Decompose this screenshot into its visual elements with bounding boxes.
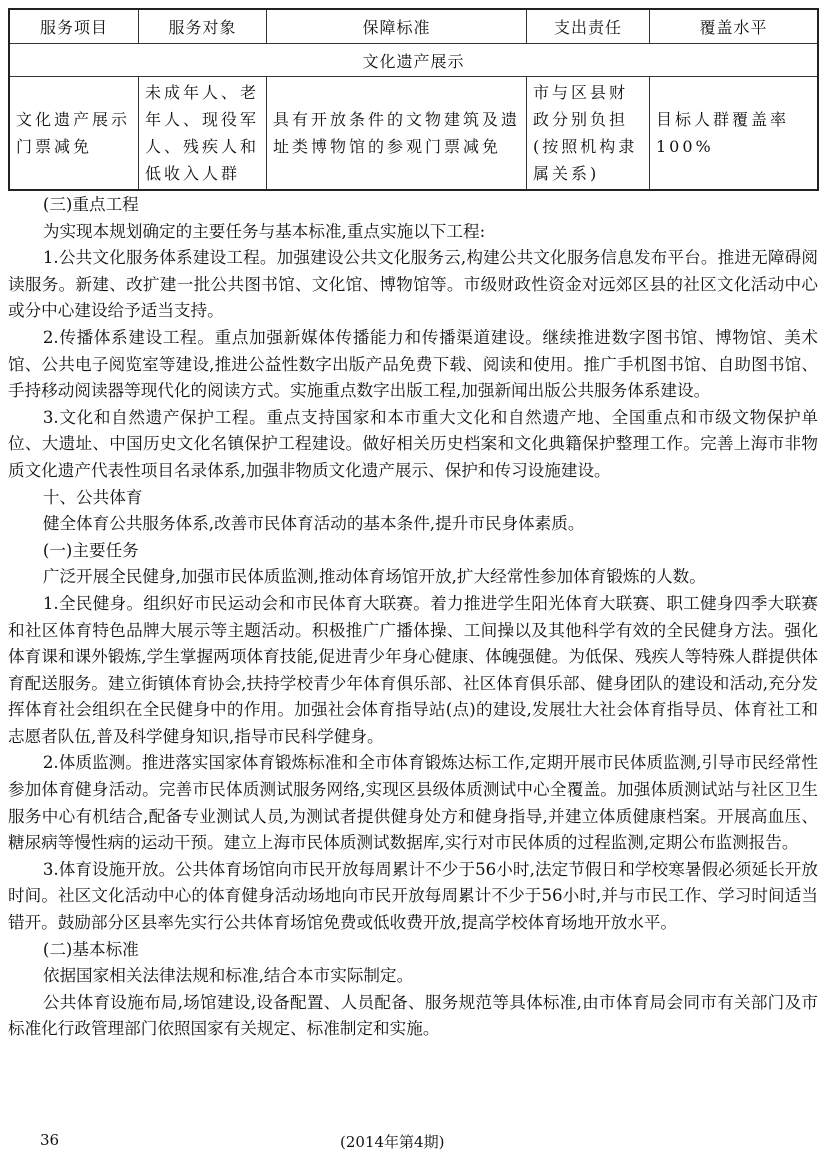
header-standard: 保障标准 — [267, 9, 527, 44]
body-text — [8, 192, 818, 1043]
header-service-target: 服务对象 — [139, 9, 267, 44]
cell-standard: 具有开放条件的文物建筑及遗址类博物馆的参观门票减免 — [267, 77, 527, 191]
header-coverage: 覆盖水平 — [650, 9, 819, 44]
section-title: 文化遗产展示 — [9, 44, 818, 77]
paragraph: 1.公共文化服务体系建设工程。加强建设公共文化服务云,构建公共文化服务信息发布平台。推进无障碍阅读服务。新建、改扩建一批公共图书馆、文化馆、博物馆等。市级财政性资金对远郊区县的社区文化活动中心或分中心建设给予适当支持。 — [8, 248, 818, 321]
paragraph: 公共体育设施布局,场馆建设,设备配置、人员配备、服务规范等具体标准,由市体育局会同市有关部门及市标准化行政管理部门依照国家有关规定、标准制定和实施。 — [8, 992, 818, 1039]
table-section-row — [9, 44, 818, 77]
issue-label: (2014年第4期) — [340, 1133, 445, 1151]
cell-coverage: 目标人群覆盖率100% — [650, 77, 819, 191]
paragraph: 3.体育设施开放。公共体育场馆向市民开放每周累计不少于56小时,法定节假日和学校寒暑假必须延长开放时间。社区文化活动中心的体育健身活动场地向市民开放每周累计不少于56小时,并与市民工作、学习时间适当错开。鼓励部分区县率先实行公共体育场馆免费或低收费开放,提高学校体育场地开放水平。 — [8, 859, 818, 933]
paragraph: 依据国家相关法律法规和标准,结合本市实际制定。 — [42, 966, 414, 986]
paragraph: 2.传播体系建设工程。重点加强新媒体传播能力和传播渠道建设。继续推进数字图书馆、博物馆、美术馆、公共电子阅览室等建设,推进公益性数字出版产品免费下载、阅读和使用。推广手机图书馆、自助图书馆、手持移动阅读器等现代化的阅读方式。实施重点数字出版工程,加强新闻出版公共服务体系建设。 — [8, 327, 818, 401]
heading-public-sports: 十、公共体育 — [42, 487, 143, 507]
paragraph: 2.体质监测。推进落实国家体育锻炼标准和全市体育锻炼达标工作,定期开展市民体质监测,引导市民经常性参加体育健身活动。完善市民体质测试服务网络,实现区县级体质测试中心全覆盖。加强体质测试站与社区卫生服务中心有机结合,配备专业测试人员,为测试者提供健身处方和健身指导,并建立体质健康档案。开展高血压、糖尿病等慢性病的运动干预。建立上海市民体质测试数据库,实行对市民体质的过程监测,定期公布监测报告。 — [8, 753, 818, 853]
paragraph: 广泛开展全民健身,加强市民体质监测,推动体育场馆开放,扩大经常性参加体育锻炼的人数。 — [42, 567, 706, 587]
cell-service-target: 未成年人、老年人、现役军人、残疾人和低收入人群 — [139, 77, 267, 191]
page-number: 36 — [40, 1131, 60, 1149]
table-header-row — [9, 9, 818, 44]
cell-service-item: 文化遗产展示门票减免 — [9, 77, 139, 191]
subheading-key-projects: (三)重点工程 — [42, 195, 139, 214]
header-service-item: 服务项目 — [9, 9, 139, 44]
subheading-basic-standards: (二)基本标准 — [42, 939, 139, 959]
header-expenditure: 支出责任 — [527, 9, 650, 44]
paragraph: 3.文化和自然遗产保护工程。重点支持国家和本市重大文化和自然遗产地、全国重点和市级文物保护单位、大遗址、中国历史文化名镇保护工程建设。做好相关历史档案和文化典籍保护整理工作。完善上海市非物质文化遗产代表性项目名录体系,加强非物质文化遗产展示、保护和传习设施建设。 — [8, 407, 818, 480]
paragraph: 健全体育公共服务体系,改善市民体育活动的基本条件,提升市民身体素质。 — [42, 514, 585, 534]
table-row — [9, 77, 818, 191]
service-standard-table — [8, 8, 819, 191]
subheading-main-tasks: (一)主要任务 — [42, 540, 139, 560]
paragraph: 1.全民健身。组织好市民运动会和市民体育大联赛。着力推进学生阳光体育大联赛、职工健身四季大联赛和社区体育特色品牌大展示等主题活动。积极推广广播体操、工间操以及其他科学有效的全民健身方法。强化体育课和课外锻炼,学生掌握两项体育技能,促进青少年身心健康、体魄强健。为低保、残疾人等特殊人群提供体育配送服务。建立街镇体育协会,扶持学校青少年体育俱乐部、社区体育俱乐部、健身团队的建设和活动,充分发挥体育社会组织在全民健身中的作用。加强社会体育指导站(点)的建设,发展壮大社会体育指导员、体育社工和志愿者队伍,普及科学健身知识,指导市民科学健身。 — [8, 593, 818, 746]
paragraph: 为实现本规划确定的主要任务与基本标准,重点实施以下工程: — [42, 221, 486, 241]
cell-expenditure: 市与区县财政分别负担(按照机构隶属关系) — [527, 77, 650, 191]
